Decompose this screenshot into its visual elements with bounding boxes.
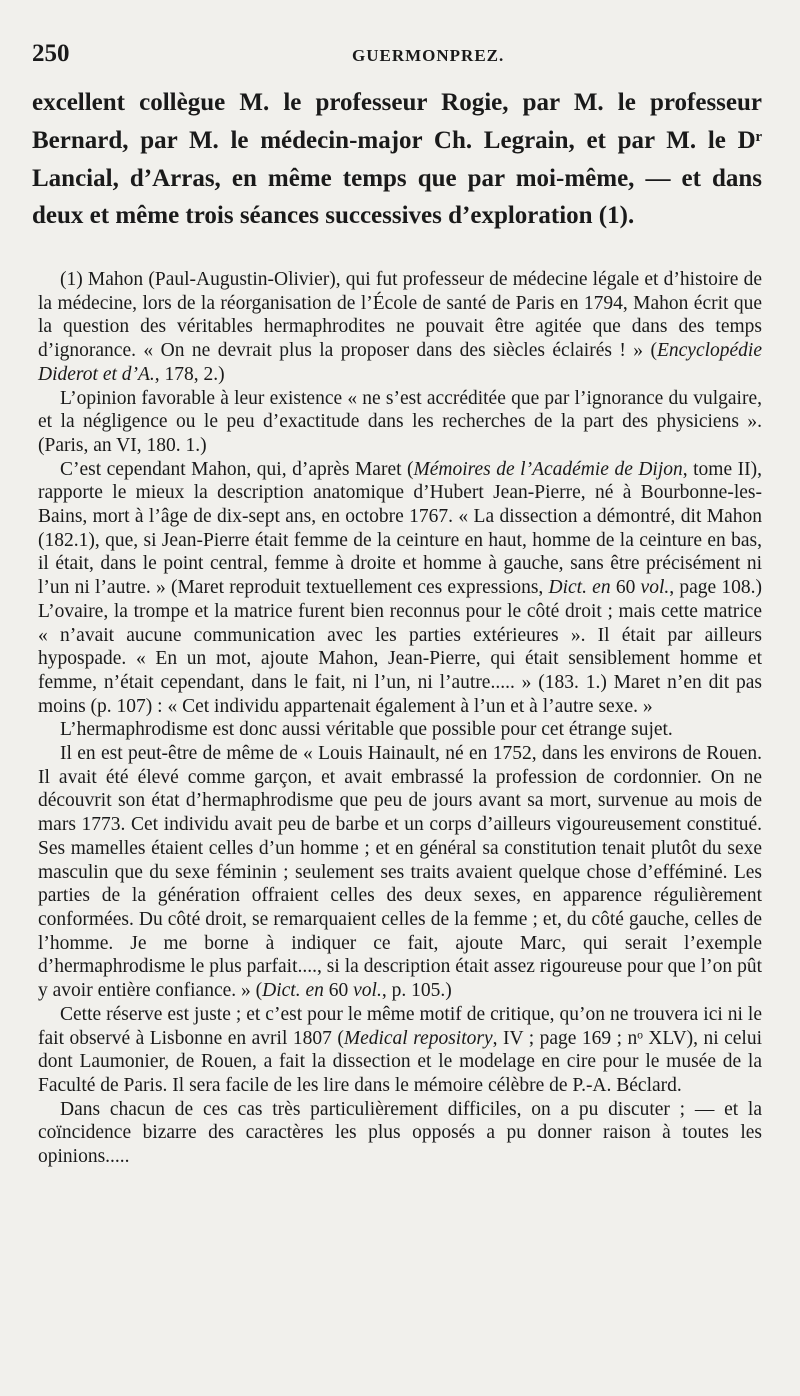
footnote-paragraph: Dans chacun de ces cas très particulièrement difficiles, on a pu discuter ; — et la coïncidence bizarre des caractères les plus opposés a pu donner raison à toutes les opinions..... xyxy=(38,1098,762,1168)
footnote-paragraph: (1) Mahon (Paul-Augustin-Olivier), qui fut professeur de médecine légale et d’histoire de la médecine, lors de la réorganisation de l’École de santé de Paris en 1794, Mahon écrit que la question des véritables hermaphrodites ne pouvait être agitée que dans des temps d’ignorance. « On ne devrait plus la proposer dans des siècles éclairés ! » (Encyclopédie Diderot et d’A., 178, 2.) xyxy=(38,269,762,385)
page-header xyxy=(32,40,772,80)
footnote-paragraph: Il en est peut-être de même de « Louis Hainault, né en 1752, dans les environs de Rouen. Il avait été élevé comme garçon, et avait embrassé la profession de cordonnier. On ne découvrit son état d’hermaphrodisme que peu de jours avant sa mort, survenue au mois de mars 1773. Cet individu avait peu de barbe et un corps d’ailleurs vigoureusement constitué. Ses mamelles étaient celles d’un homme ; et en général sa constitution tenait plutôt du sexe masculin que du sexe féminin ; seulement ses traits avaient quelque chose d’efféminé. Les parties de la génération offraient celles des deux sexes, en apparence régulièrement conformées. Du côté droit, se remarquaient celles de la femme ; et, du côté gauche, celles de l’homme. Je me borne à indiquer ce fait, ajoute Marc, qui serait l’exemple d’hermaphrodisme le plus parfait...., si la description était assez rigoureuse pour que l’on pût y avoir entière confiance. » (Dict. en 60 vol., p. 105.) xyxy=(38,743,762,1002)
main-paragraph: excellent collègue M. le professeur Rogie, par M. le professeur Bernard, par M. le médecin-major Ch. Legrain, et par M. le Dʳ Lancial, d’Arras, en même temps que par moi-même, — et dans deux et même trois séances successives d’exploration (1). xyxy=(32,89,762,230)
running-head: GUERMONPREZ. xyxy=(352,46,505,65)
footnote-paragraph: L’hermaphrodisme est donc aussi véritable que possible pour cet étrange sujet. xyxy=(60,719,673,741)
footnote-paragraph: Cette réserve est juste ; et c’est pour le même motif de critique, qu’on ne trouvera ici ni le fait observé à Lisbonne en avril 1807 (Medical repository, IV ; page 169 ; nᵒ XLV), ni celui dont Laumonier, de Rouen, a fait la dissection et le modelage en cire pour le musée de la Faculté de Paris. Il sera facile de les lire dans le mémoire célèbre de P.-A. Béclard. xyxy=(38,1003,762,1096)
footnote-paragraph: L’opinion favorable à leur existence « ne s’est accréditée que par l’ignorance du vulgaire, et la négligence ou le peu d’exactitude dans les recherches de la part des physiciens ». (Paris, an VI, 180. 1.) xyxy=(38,387,762,456)
footnote-paragraph: C’est cependant Mahon, qui, d’après Maret (Mémoires de l’Académie de Dijon, tome II), rapporte le mieux la description anatomique d’Hubert Jean-Pierre, né à Bourbonne-les-Bains, mort à l’âge de dix-sept ans, en octobre 1767. « La dissection a démontré, dit Mahon (182.1), que, si Jean-Pierre était femme de la ceinture en haut, homme de la ceinture en bas, il était, dans le point central, femme à droite et homme à gauche, sans être précisément ni l’un ni l’autre. » (Maret reproduit textuellement ces expressions, Dict. en 60 vol., page 108.) L’ovaire, la trompe et la matrice furent bien reconnus pour le côté droit ; mais cette matrice « n’avait aucune communication avec les parties extérieures ». Il était par ailleurs hypospade. « En un mot, ajoute Mahon, Jean-Pierre, qui était sensiblement homme et femme, n’était cependant, dans le fait, ni l’un, ni l’autre..... » (183. 1.) Maret n’en dit pas moins (p. 107) : « Cet individu appartenait également à l’un et à l’autre sexe. » xyxy=(38,458,762,717)
footnote xyxy=(38,268,762,1169)
page-number: 250 xyxy=(32,40,70,67)
